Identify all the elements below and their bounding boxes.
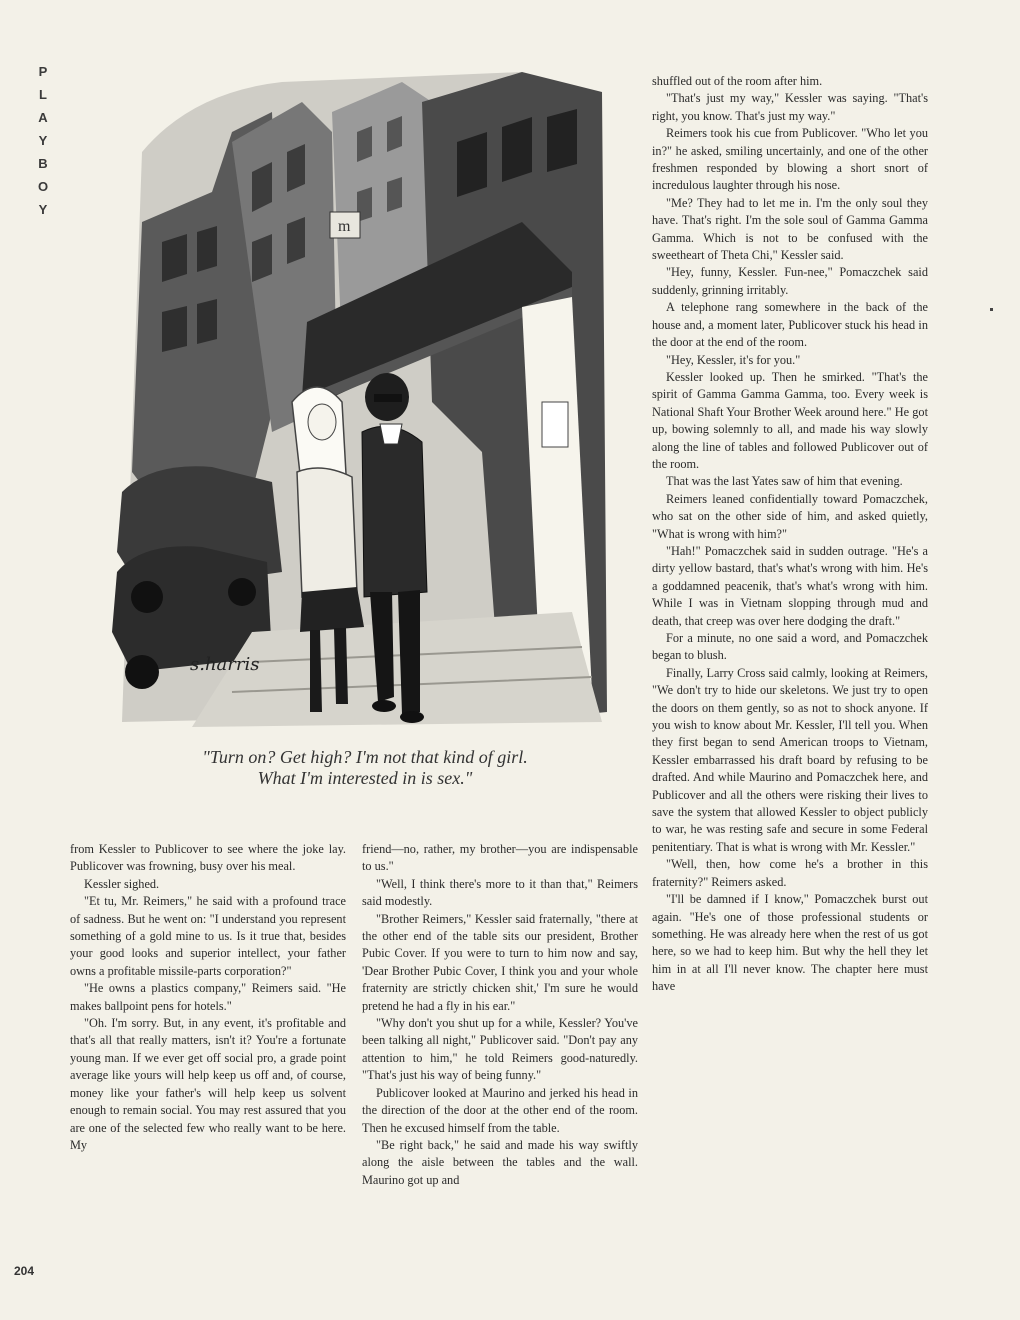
caption-line: "Turn on? Get high? I'm not that kind of girl. — [202, 747, 528, 767]
street-scene-drawing — [102, 72, 622, 727]
logo-letter: Y — [38, 133, 48, 148]
paragraph: shuffled out of the room after him. — [652, 74, 823, 88]
magazine-logo-vertical — [30, 60, 56, 221]
cartoon-illustration — [102, 72, 622, 727]
logo-letter: A — [38, 110, 48, 125]
paragraph: "He owns a plastics company," Reimers said. "He makes ballpoint pens for hotels." — [70, 981, 346, 1013]
paragraph: "I'll be damned if I know," Pomaczchek burst out again. "He's one of those professional students or something. He was already here when the rest of us got here, so we had to keep him. But why the hell they let him in at all I'll never know. The chapter here must have — [652, 892, 928, 994]
cartoon-caption — [120, 747, 610, 789]
logo-letter: Y — [38, 202, 48, 217]
print-speck — [990, 308, 993, 311]
paragraph: Publicover looked at Maurino and jerked his head in the direction of the door at the other end of the room. Then he excused himself from the table. — [362, 1085, 638, 1135]
paragraph: "Hey, Kessler, it's for you." — [666, 352, 801, 367]
paragraph: "Hey, funny, Kessler. Fun-nee," Pomaczchek said suddenly, grinning irritably. — [652, 265, 928, 297]
paragraph: Reimers took his cue from Publicover. "Who let you in?" he asked, smiling uncertainly, and one of the other freshmen responded by blowing a short snort of incredulous laughter through his nose. — [652, 126, 928, 193]
artist-signature: s.harris — [190, 654, 260, 675]
paragraph: "Hah!" Pomaczchek said in sudden outrage. "He's a dirty yellow bastard, that's what's wrong with him. He's a goddamned peacenik, that's what's wrong with him. While I was in Vietnam slopping through mud and death, that creep was over here dodging the draft." — [652, 543, 928, 628]
paragraph: Finally, Larry Cross said calmly, looking at Reimers, "We don't try to hide our skeletons. We just try to open the doors on them gently, so as not to shock anyone. If you wish to know about Mr. Kessler, I'll tell you. When they first began to send American troops to Vietnam, Kessler embarrassed his draft board by refusing to be drafted. And while Maurino and Pomaczchek here, and Publicover and all the others were risking their lives to save the system that allowed Kessler to object publicly to war, he was resting safe and secure in some Federal penitentiary. That is what is wrong with Mr. Kessler." — [652, 665, 928, 854]
paragraph: A telephone rang somewhere in the back of the house and, a moment later, Publicover stuck his head in the door at the end of the room. — [652, 300, 928, 350]
paragraph: "Well, I think there's more to it than that," Reimers said modestly. — [362, 876, 638, 909]
caption-line: What I'm interested in is sex." — [257, 768, 473, 788]
page-number: 204 — [14, 1264, 35, 1278]
paragraph: "Well, then, how come he's a brother in this fraternity?" Reimers asked. — [652, 857, 928, 889]
paragraph: Kessler sighed. — [84, 876, 160, 891]
paragraph: "That's just my way," Kessler was saying. "That's right, you know. That's just my way." — [652, 91, 928, 123]
svg-text:m: m — [338, 218, 351, 235]
logo-letter: B — [38, 156, 48, 171]
text-column-left — [70, 841, 346, 1154]
paragraph: from Kessler to Publicover to see where the joke lay. Publicover was frowning, busy over his meal. — [70, 842, 346, 874]
paragraph: "Oh. I'm sorry. But, in any event, it's profitable and that's all that really matters, isn't it? You're a fortunate young man. If we ever get off social pro, a grade point average like yours will help keep us off and, of course, money like your father's will help keep us solvent enough to remain social. You may rest assured that you are one of the selected few who really want to be here. My — [70, 1016, 346, 1152]
paragraph: "Be right back," he said and made his way swiftly along the aisle between the tables and the wall. Maurino got up and — [362, 1137, 638, 1187]
paragraph: "Brother Reimers," Kessler said fraternally, "there at the other end of the table sits our president, Brother Pubic Cover. If you were to turn to him now and say, 'Dear Brother Pubic Cover, I think you and your whole fraternity are strictly chicken shit,' I'm sure he would pretend he had a fly in his ear." — [362, 911, 638, 1013]
paragraph: "Et tu, Mr. Reimers," he said with a profound trace of sadness. But he went on: "I understand you represent something of a gold mine to us. Is it true that, besides your good looks and superior intellect, your father owns a profitable missile-parts corporation?" — [70, 894, 346, 978]
paragraph: Reimers leaned confidentially toward Pomaczchek, who sat on the other side of him, and asked quietly, "What is wrong with him?" — [652, 491, 928, 541]
text-column-middle — [362, 841, 638, 1189]
paragraph: For a minute, no one said a word, and Pomaczchek began to blush. — [652, 631, 928, 663]
logo-letter: P — [38, 64, 48, 79]
paragraph: "Me? They had to let me in. I'm the only soul they have. That's right. I'm the sole soul of Gamma Gamma Gamma. Which is not to be confused with the sweetheart of Theta Chi," Kessler said. — [652, 195, 928, 263]
paragraph: friend—no, rather, my brother—you are indispensable to us." — [362, 842, 638, 874]
logo-letter: O — [37, 179, 49, 194]
paragraph: That was the last Yates saw of him that evening. — [666, 474, 903, 489]
logo-letter: L — [39, 87, 47, 102]
paragraph: Kessler looked up. Then he smirked. "That's the spirit of Gamma Gamma Gamma, too. Every week is National Shaft Your Brother Week around here." He got up, bowing solemnly to all, and made his way slowly along the line of tables and followed Publicover out of the room. — [652, 369, 928, 471]
text-column-right — [652, 73, 928, 996]
paragraph: "Why don't you shut up for a while, Kessler? You've been talking all night," Publicover said. "Don't pay any attention to him," he told Reimers good-naturedly. "That's just his way of being funny." — [362, 1016, 638, 1083]
